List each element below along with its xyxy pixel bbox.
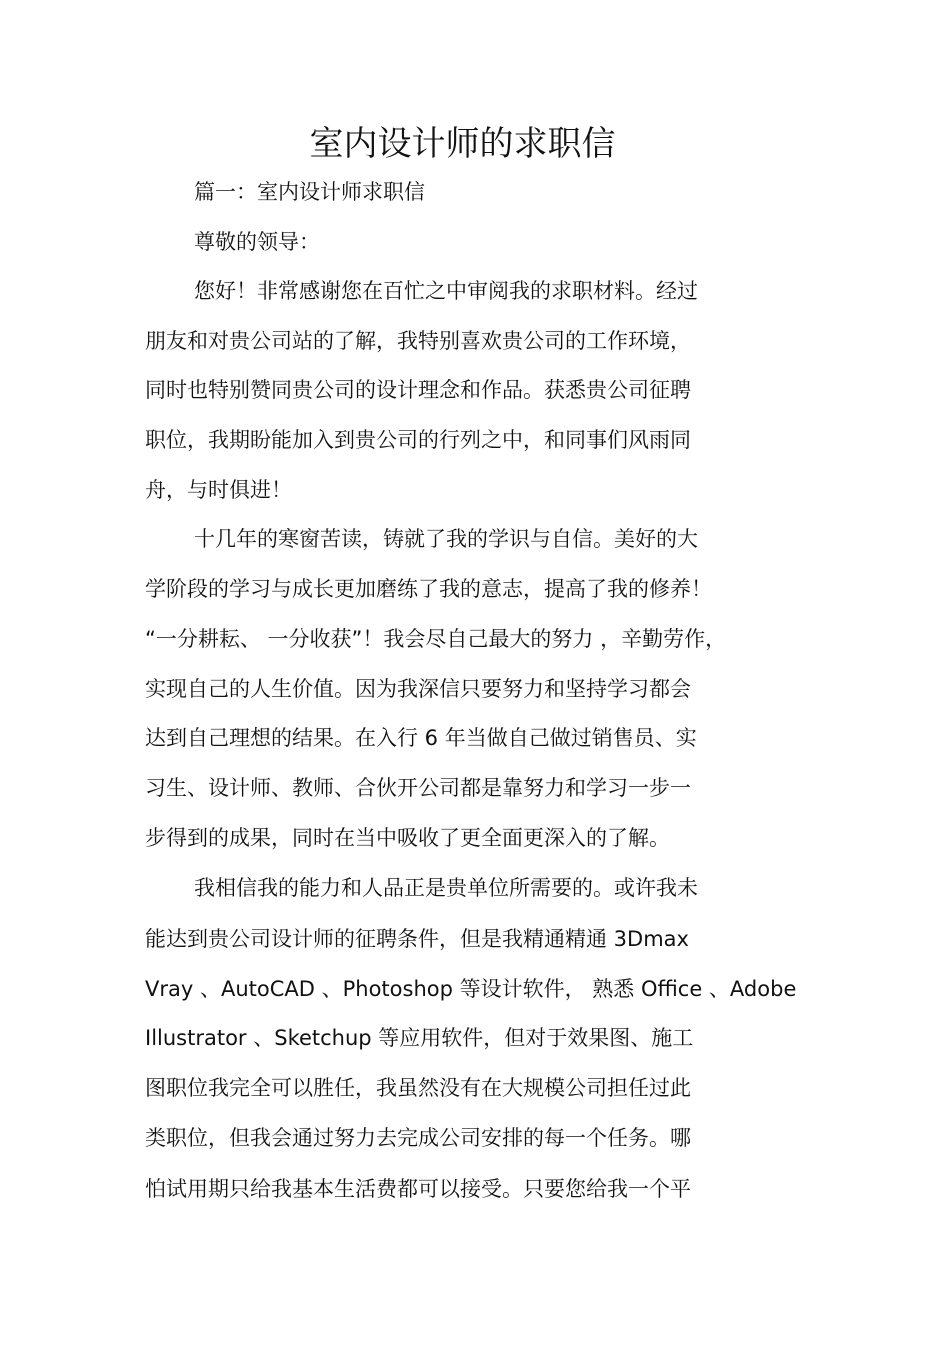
paragraph-line: Vray 、AutoCAD 、Photoshop 等设计软件， 熟悉 Office 、Adobe: [145, 977, 797, 1001]
paragraph-line: 十几年的寒窗苦读，铸就了我的学识与自信。美好的大: [194, 527, 698, 551]
paragraph-line: 类职位，但我会通过努力去完成公司安排的每一个任务。哪: [145, 1126, 691, 1150]
paragraph-line: 我相信我的能力和人品正是贵单位所需要的。或许我未: [194, 876, 698, 900]
paragraph-line: 同时也特别赞同贵公司的设计理念和作品。获悉贵公司征聘: [145, 378, 691, 402]
paragraph-line: 达到自己理想的结果。在入行 6 年当做自己做过销售员、实: [145, 726, 697, 750]
paragraph-line: “一分耕耘、 一分收获”！我会尽自己最大的努力 ，辛勤劳作，: [145, 627, 727, 651]
paragraph-line: 学阶段的学习与成长更加磨练了我的意志，提高了我的修养！: [145, 577, 712, 601]
paragraph-line: 舟，与时俱进！: [145, 478, 292, 502]
paragraph-line: Illustrator 、Sketchup 等应用软件，但对于效果图、施工: [145, 1026, 694, 1050]
paragraph-line: 习生、设计师、教师、合伙开公司都是靠努力和学习一步一: [145, 776, 691, 800]
document-title: 室内设计师的求职信: [309, 124, 616, 164]
paragraph-line: 步得到的成果，同时在当中吸收了更全面更深入的了解。: [145, 826, 670, 850]
paragraph-line: 图职位我完全可以胜任，我虽然没有在大规模公司担任过此: [145, 1076, 691, 1100]
salutation: 尊敬的领导：: [194, 230, 320, 254]
paragraph-line: 朋友和对贵公司站的了解，我特别喜欢贵公司的工作环境，: [145, 329, 691, 353]
section-heading: 篇一：室内设计师求职信: [194, 180, 425, 204]
paragraph-line: 怕试用期只给我基本生活费都可以接受。只要您给我一个平: [145, 1177, 691, 1201]
paragraph-line: 实现自己的人生价值。因为我深信只要努力和坚持学习都会: [145, 677, 691, 701]
paragraph-line: 您好！非常感谢您在百忙之中审阅我的求职材料。经过: [194, 279, 698, 303]
paragraph-line: 职位，我期盼能加入到贵公司的行列之中，和同事们风雨同: [145, 428, 691, 452]
paragraph-line: 能达到贵公司设计师的征聘条件，但是我精通精通 3Dmax: [145, 927, 689, 951]
